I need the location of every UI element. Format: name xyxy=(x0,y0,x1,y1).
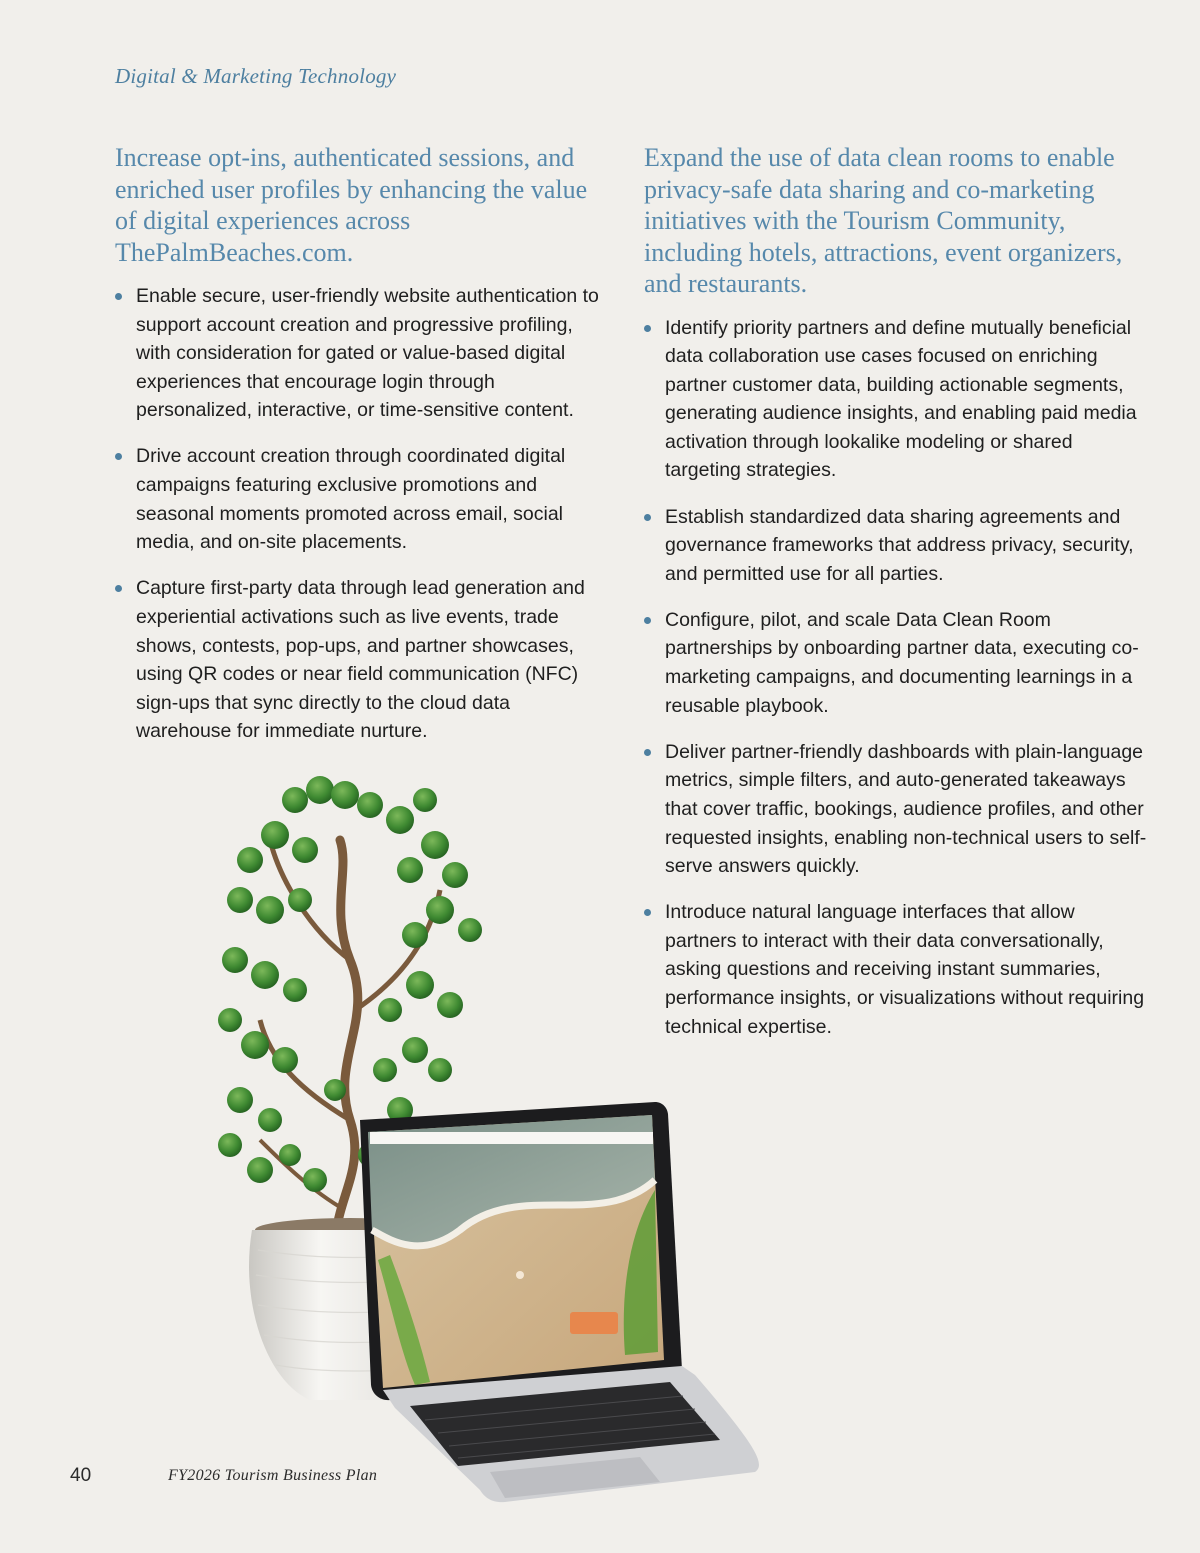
bullet-icon xyxy=(644,325,651,332)
bullet-icon xyxy=(644,749,651,756)
list-item-text: Configure, pilot, and scale Data Clean Room partnerships by onboarding partner data, executing co-marketing campaigns, and documenting learnings in a reusable playbook. xyxy=(665,608,1139,717)
list-item xyxy=(644,606,1149,720)
list-item-text: Introduce natural language interfaces that allow partners to interact with their data conversationally, asking questions and receiving instant summaries, performance insights, or visualizations without requiring technical expertise. xyxy=(665,901,1145,1038)
section-header: Digital & Marketing Technology xyxy=(115,64,397,88)
left-heading: Increase opt-ins, authenticated sessions, and enriched user profiles by enhancing the value of digital experiences across ThePalmBeaches.com. xyxy=(115,143,588,267)
bullet-icon xyxy=(115,293,122,300)
list-item xyxy=(115,574,610,746)
list-item-text: Enable secure, user-friendly website authentication to support account creation and progressive profiling, with consideration for gated or value-based digital experiences that encourage login through personalized, interactive, or time-sensitive content. xyxy=(136,285,599,422)
right-heading: Expand the use of data clean rooms to enable privacy-safe data sharing and co-marketing initiatives with the Tourism Community, including hotels, attractions, event organizers, and restaurants. xyxy=(644,143,1123,298)
laptop-icon xyxy=(360,1102,759,1502)
list-item xyxy=(644,314,1149,486)
list-item-text: Capture first-party data through lead generation and experiential activations such as live events, trade shows, contests, pop-ups, and partner showcases, using QR codes or near field communication (NFC) sign-ups that sync directly to the cloud data warehouse for immediate nurture. xyxy=(136,577,585,743)
list-item xyxy=(644,503,1149,589)
page-number: 40 xyxy=(70,1465,92,1486)
bullet-icon xyxy=(644,514,651,521)
bullet-icon xyxy=(644,617,651,624)
list-item-text: Establish standardized data sharing agreements and governance frameworks that address privacy, security, and permitted use for all parties. xyxy=(665,505,1134,585)
bullet-icon xyxy=(115,585,122,592)
plant-laptop-illustration xyxy=(200,760,800,1520)
bullet-icon xyxy=(115,453,122,460)
list-item xyxy=(115,282,610,425)
list-item-text: Deliver partner-friendly dashboards with plain-language metrics, simple filters, and auto-generated takeaways that cover traffic, bookings, audience profiles, and other requested insights, enabling non-technical users to self-serve answers quickly. xyxy=(665,740,1147,878)
list-item-text: Identify priority partners and define mutually beneficial data collaboration use cases focused on enriching partner customer data, building actionable segments, generating audience insights, and enabling paid media activation through lookalike modeling or shared targeting strategies. xyxy=(665,316,1137,482)
left-bullet-list xyxy=(115,282,610,746)
document-title: FY2026 Tourism Business Plan xyxy=(168,1467,378,1484)
left-column xyxy=(115,142,610,763)
list-item-text: Drive account creation through coordinated digital campaigns featuring exclusive promotions and seasonal moments promoted across email, social media, and on-site placements. xyxy=(136,445,566,554)
list-item xyxy=(115,442,610,556)
